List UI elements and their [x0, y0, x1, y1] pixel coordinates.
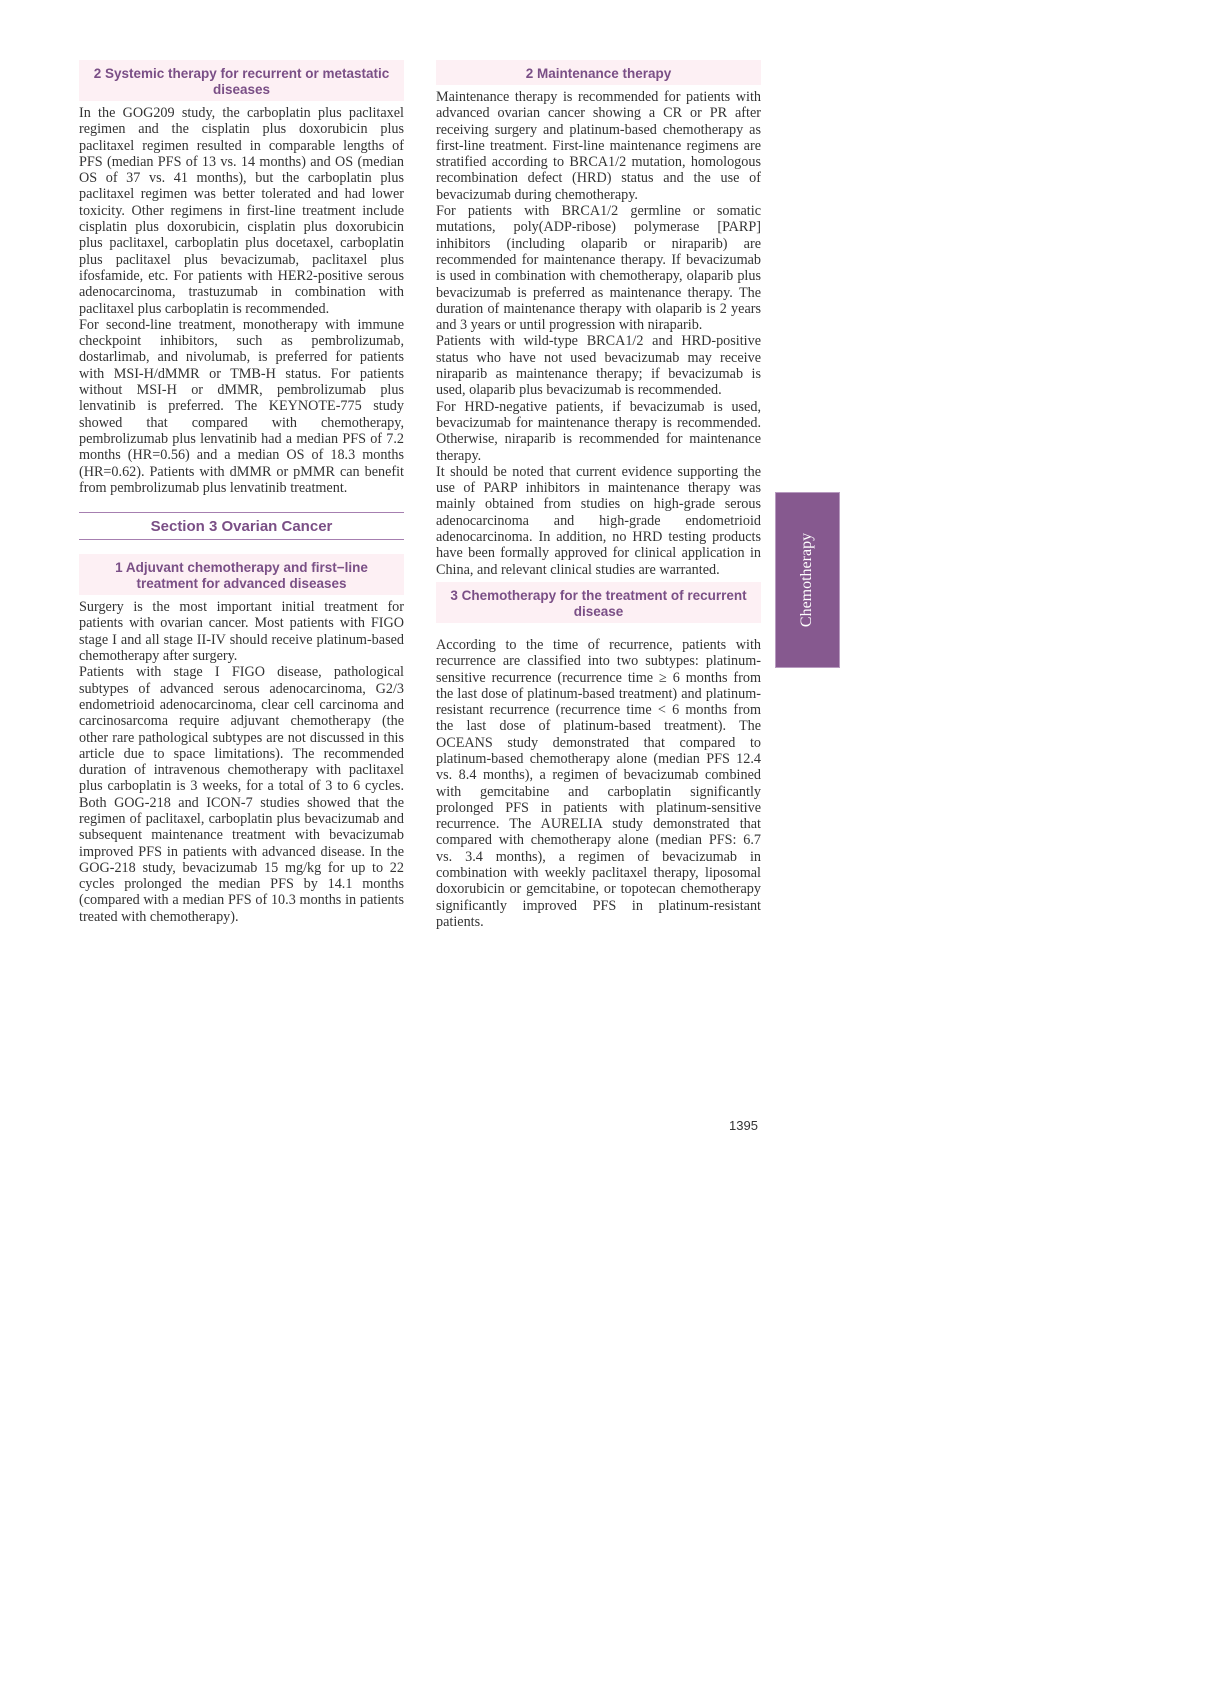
paragraph: It should be noted that current evidence supporting the use of PARP inhibitors in maintenance therapy was mainly obtained from studies on high-grade serous adenocarcinoma and high-grade endometrioid adenocarcinoma. In addition, no HRD testing products have been formally approved for clinical application in China, and relevant clinical studies are warranted.: [436, 463, 761, 578]
paragraph: Maintenance therapy is recommended for patients with advanced ovarian cancer showing a CR or PR after receiving surgery and platinum-based chemotherapy as first-line treatment. First-line maintenance regimens are stratified according to BRCA1/2 mutation, homologous recombination defect (HRD) status and the use of bevacizumab during chemotherapy.: [436, 89, 761, 203]
paragraph: Surgery is the most important initial treatment for patients with ovarian cancer. Most patients with FIGO stage I and all stage II-IV should receive platinum-based chemotherapy after surgery.: [79, 599, 404, 665]
paragraph: For HRD-negative patients, if bevacizumab is used, bevacizumab for maintenance therapy is recommended. Otherwise, niraparib is recommended for maintenance therapy.: [436, 398, 761, 464]
paragraph: For second-line treatment, monotherapy with immune checkpoint inhibitors, such as pembrolizumab, dostarlimab, and nivolumab, is preferred for patients with MSI-H/dMMR or TMB-H status. For patients without MSI-H or dMMR, pembrolizumab plus lenvatinib is preferred. The KEYNOTE-775 study showed that compared with chemotherapy, pembrolizumab plus lenvatinib had a median PFS of 7.2 months (HR=0.56) and a median OS of 18.3 months (HR=0.62). Patients with dMMR or pMMR can benefit from pembrolizumab plus lenvatinib treatment.: [79, 316, 404, 496]
heading-systemic-therapy: 2 Systemic therapy for recurrent or metastatic diseases: [79, 60, 404, 101]
right-column: [436, 60, 761, 930]
paragraph: In the GOG209 study, the carboplatin plus paclitaxel regimen and the cisplatin plus doxorubicin plus paclitaxel regimen resulted in comparable lengths of PFS (median PFS of 13 vs. 14 months) and OS (median OS of 37 vs. 41 months), but the carboplatin plus paclitaxel regimen was better tolerated and had lower toxicity. Other regimens in first-line treatment include cisplatin plus doxorubicin, cisplatin plus doxorubicin plus paclitaxel, carboplatin plus docetaxel, carboplatin plus paclitaxel plus bevacizumab, paclitaxel plus ifosfamide, etc. For patients with HER2-positive serous adenocarcinoma, trastuzumab in combination with paclitaxel plus carboplatin is recommended.: [79, 105, 404, 317]
paragraph: Patients with stage I FIGO disease, pathological subtypes of advanced serous adenocarcinoma, G2/3 endometrioid adenocarcinoma, clear cell carcinoma and carcinosarcoma require adjuvant chemotherapy (the other rare pathological subtypes are not discussed in this article due to space limitations). The recommended duration of intravenous chemotherapy with paclitaxel plus carboplatin is 3 weeks, for a total of 3 to 6 cycles. Both GOG-218 and ICON-7 studies showed that the regimen of paclitaxel, carboplatin plus bevacizumab and subsequent maintenance treatment with bevacizumab improved PFS in patients with advanced disease. In the GOG-218 study, bevacizumab 15 mg/kg for up to 22 cycles prolonged the median PFS by 14.1 months (compared with a median PFS of 10.3 months in patients treated with chemotherapy).: [79, 664, 404, 925]
left-column: [79, 60, 404, 925]
paragraph: According to the time of recurrence, patients with recurrence are classified into two subtypes: platinum-sensitive recurrence (recurrence time ≥ 6 months from the last dose of platinum-based treatment) and platinum-resistant recurrence (recurrence time < 6 months from the last dose of platinum-based treatment). The OCEANS study demonstrated that compared to platinum-based chemotherapy alone (median PFS 12.4 vs. 8.4 months), a regimen of bevacizumab combined with gemcitabine and carboplatin significantly prolonged PFS in patients with platinum-sensitive recurrence. The AURELIA study demonstrated that compared with chemotherapy alone (median PFS: 6.7 vs. 3.4 months), a regimen of bevacizumab in combination with weekly paclitaxel therapy, liposomal doxorubicin or gemcitabine, or topotecan chemotherapy significantly improved PFS in platinum-resistant patients.: [436, 636, 761, 930]
side-tab-label: Chemotherapy: [798, 532, 816, 628]
heading-maintenance-therapy: 2 Maintenance therapy: [436, 60, 761, 85]
page-number: 1395: [729, 1118, 758, 1133]
heading-adjuvant-chemotherapy: 1 Adjuvant chemotherapy and first−line treatment for advanced diseases: [79, 554, 404, 595]
paragraph: For patients with BRCA1/2 germline or somatic mutations, poly(ADP-ribose) polymerase [PARP] inhibitors (including olaparib or niraparib) are recommended for maintenance therapy. If bevacizumab is used in combination with chemotherapy, olaparib plus bevacizumab is preferred as maintenance therapy. The duration of maintenance therapy with olaparib is 2 years and 3 years or until progression with niraparib.: [436, 203, 761, 334]
chapter-side-tab: [775, 492, 840, 668]
paragraph: Patients with wild-type BRCA1/2 and HRD-positive status who have not used bevacizumab may receive niraparib as maintenance therapy; if bevacizumab is used, olaparib plus bevacizumab is recommended.: [436, 333, 761, 399]
section-title: Section 3 Ovarian Cancer: [79, 512, 404, 540]
heading-recurrent-chemotherapy: 3 Chemotherapy for the treatment of recurrent disease: [436, 582, 761, 623]
